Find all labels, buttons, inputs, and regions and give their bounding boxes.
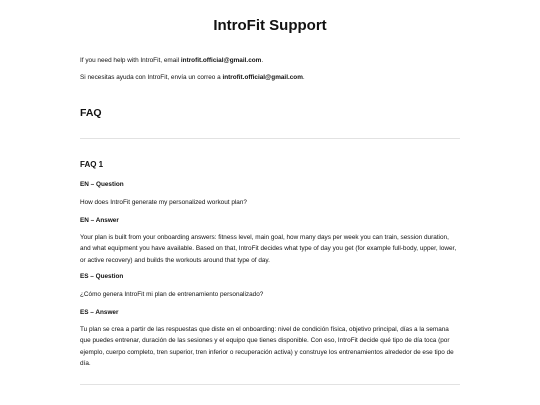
intro-english: [80, 56, 460, 65]
es-answer-label: ES – Answer: [80, 308, 119, 316]
en-answer-label: EN – Answer: [80, 216, 119, 224]
es-question-text: ¿Cómo genera IntroFit mi plan de entrenamiento personalizado?: [80, 291, 264, 298]
section-divider: [80, 138, 460, 139]
intro-spanish: [80, 73, 460, 82]
contact-email-en[interactable]: introfit.official@gmail.com: [180, 57, 262, 64]
intro-spanish-text: Si necesitas ayuda con IntroFit, envía un correo a: [80, 74, 223, 81]
faq-item: [80, 159, 460, 370]
intro-section: [80, 56, 460, 82]
intro-spanish-suffix: .: [302, 74, 305, 81]
page-title: IntroFit Support: [213, 17, 327, 34]
faq-item-divider: [80, 384, 460, 385]
intro-english-suffix: .: [261, 57, 264, 64]
en-question-label: EN – Question: [80, 181, 124, 188]
intro-english-text: If you need help with IntroFit, email: [80, 57, 181, 64]
faq-item-title: FAQ 1: [80, 160, 104, 169]
faq-heading: FAQ: [80, 107, 102, 119]
en-answer-text: Your plan is built from your onboarding answers: fitness level, main goal, how many days per week you can train, session duration, and what equipment you have available. Based on that, IntroFit decides what type of day you get (for example full-body, upper, lower, or active recovery) and builds the workouts around that type of day.: [80, 233, 457, 264]
es-answer-text: Tu plan se crea a partir de las respuestas que diste en el onboarding: nivel de condición física, objetivo principal, días a la semana que puedes entrenar, duración de las sesiones y el equipo que tienes disponible. Con eso, IntroFit decide qué tipo de día toca (por ejemplo, cuerpo completo, tren superior, tren inferior o recuperación activa) y construye los entrenamientos alrededor de ese tipo de día.: [80, 325, 454, 367]
es-question-label: ES – Question: [80, 273, 124, 280]
en-question-text: How does IntroFit generate my personalized workout plan?: [80, 199, 247, 206]
contact-email-es[interactable]: introfit.official@gmail.com: [222, 74, 303, 81]
